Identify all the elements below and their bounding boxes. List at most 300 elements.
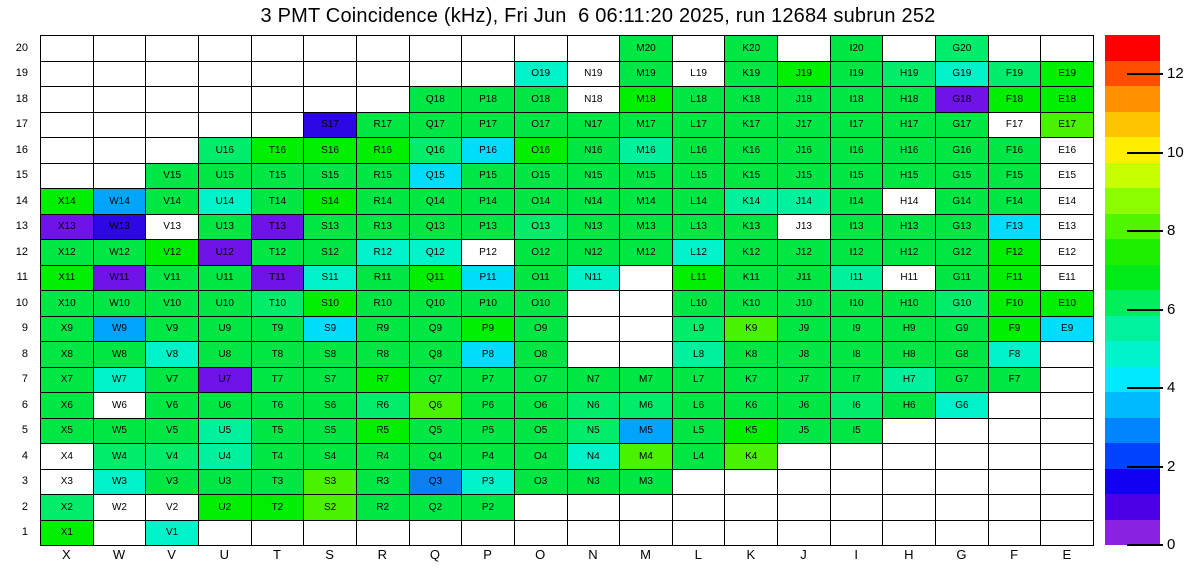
heatmap-cell: G6 [936, 393, 989, 419]
heatmap-cell: P9 [462, 317, 515, 343]
heatmap-cell: I6 [831, 393, 884, 419]
heatmap-cell: M17 [620, 113, 673, 139]
heatmap-cell: O9 [515, 317, 568, 343]
heatmap-cell: R4 [357, 444, 410, 470]
heatmap-cell: N7 [568, 368, 621, 394]
heatmap-cell: E14 [1041, 189, 1094, 215]
heatmap-cell [199, 521, 252, 547]
heatmap-cell: Q16 [410, 138, 463, 164]
heatmap-cell [989, 444, 1042, 470]
heatmap-cell: M19 [620, 62, 673, 88]
heatmap-cell: P6 [462, 393, 515, 419]
heatmap-cell: X3 [41, 470, 94, 496]
heatmap-cell [620, 317, 673, 343]
heatmap-cell: J16 [778, 138, 831, 164]
heatmap-cell: G17 [936, 113, 989, 139]
colorbar-tick [1127, 152, 1163, 154]
heatmap-cell: I8 [831, 342, 884, 368]
col-label: O [535, 547, 546, 562]
heatmap-cell: T16 [252, 138, 305, 164]
heatmap-cell: H19 [883, 62, 936, 88]
heatmap-cell [462, 36, 515, 62]
heatmap-cell: P18 [462, 87, 515, 113]
heatmap-cell: U13 [199, 215, 252, 241]
heatmap-cell: T13 [252, 215, 305, 241]
heatmap-cell [357, 521, 410, 547]
heatmap-cell [304, 62, 357, 88]
col-label: K [746, 547, 756, 562]
heatmap-cell: R13 [357, 215, 410, 241]
heatmap-grid [40, 35, 1094, 546]
heatmap-cell [94, 62, 147, 88]
col-label: Q [429, 547, 440, 562]
heatmap-cell: J11 [778, 266, 831, 292]
heatmap-cell: I20 [831, 36, 884, 62]
heatmap-cell: W8 [94, 342, 147, 368]
heatmap-cell: S11 [304, 266, 357, 292]
heatmap-cell: O15 [515, 164, 568, 190]
heatmap-cell: K19 [725, 62, 778, 88]
row-label: 17 [15, 118, 28, 131]
heatmap-cell [568, 36, 621, 62]
heatmap-cell [989, 521, 1042, 547]
colorbar-tick [1127, 387, 1163, 389]
colorbar [1105, 35, 1160, 545]
heatmap-cell [989, 36, 1042, 62]
colorbar-band [1105, 137, 1160, 163]
heatmap-cell: J19 [778, 62, 831, 88]
heatmap-cell: M4 [620, 444, 673, 470]
heatmap-cell: R11 [357, 266, 410, 292]
heatmap-cell: K7 [725, 368, 778, 394]
heatmap-cell [620, 266, 673, 292]
heatmap-cell [778, 444, 831, 470]
heatmap-cell: F7 [989, 368, 1042, 394]
heatmap-cell: P10 [462, 291, 515, 317]
heatmap-cell: L17 [673, 113, 726, 139]
heatmap-cell: W11 [94, 266, 147, 292]
heatmap-cell: M16 [620, 138, 673, 164]
heatmap-cell [831, 495, 884, 521]
heatmap-cell [883, 470, 936, 496]
heatmap-cell: E18 [1041, 87, 1094, 113]
colorbar-band [1105, 392, 1160, 418]
heatmap-cell: S10 [304, 291, 357, 317]
heatmap-cell: V3 [146, 470, 199, 496]
heatmap-cell: J8 [778, 342, 831, 368]
heatmap-cell: N15 [568, 164, 621, 190]
heatmap-cell: P13 [462, 215, 515, 241]
heatmap-cell: U15 [199, 164, 252, 190]
heatmap-cell: W6 [94, 393, 147, 419]
heatmap-cell [462, 521, 515, 547]
heatmap-cell: R10 [357, 291, 410, 317]
heatmap-cell: M7 [620, 368, 673, 394]
heatmap-cell [883, 419, 936, 445]
heatmap-cell: K4 [725, 444, 778, 470]
colorbar-tick-label: 6 [1167, 300, 1176, 318]
row-label: 18 [15, 92, 28, 105]
heatmap-cell: U11 [199, 266, 252, 292]
heatmap-cell: F13 [989, 215, 1042, 241]
heatmap-cell: K15 [725, 164, 778, 190]
heatmap-cell: L4 [673, 444, 726, 470]
heatmap-cell: I9 [831, 317, 884, 343]
heatmap-cell: V9 [146, 317, 199, 343]
heatmap-cell [357, 36, 410, 62]
heatmap-cell [883, 36, 936, 62]
heatmap-cell: F18 [989, 87, 1042, 113]
row-label: 14 [15, 194, 28, 207]
heatmap-cell: W10 [94, 291, 147, 317]
heatmap-cell [41, 62, 94, 88]
heatmap-cell: L15 [673, 164, 726, 190]
col-label: T [272, 547, 281, 562]
heatmap-cell: P14 [462, 189, 515, 215]
heatmap-cell: I18 [831, 87, 884, 113]
heatmap-cell [1041, 470, 1094, 496]
colorbar-tick [1127, 466, 1163, 468]
heatmap-cell: U14 [199, 189, 252, 215]
heatmap-cell: Q11 [410, 266, 463, 292]
colorbar-band [1105, 316, 1160, 342]
row-label: 20 [15, 41, 28, 54]
heatmap-cell: G14 [936, 189, 989, 215]
heatmap-cell: V7 [146, 368, 199, 394]
col-label: G [956, 547, 967, 562]
heatmap-cell [94, 138, 147, 164]
row-label: 16 [15, 143, 28, 156]
colorbar-tick-label: 8 [1167, 222, 1176, 240]
heatmap-cell [778, 470, 831, 496]
heatmap-cell: K13 [725, 215, 778, 241]
heatmap-cell: T3 [252, 470, 305, 496]
heatmap-cell: L12 [673, 240, 726, 266]
heatmap-cell: P12 [462, 240, 515, 266]
heatmap-cell: K12 [725, 240, 778, 266]
heatmap-cell: H15 [883, 164, 936, 190]
colorbar-tick [1127, 309, 1163, 311]
heatmap-cell: M20 [620, 36, 673, 62]
heatmap-cell: F9 [989, 317, 1042, 343]
heatmap-cell [94, 87, 147, 113]
heatmap-cell: P17 [462, 113, 515, 139]
heatmap-cell: E10 [1041, 291, 1094, 317]
col-label: S [325, 547, 334, 562]
heatmap-cell: X11 [41, 266, 94, 292]
heatmap-cell [1041, 521, 1094, 547]
heatmap-cell: O13 [515, 215, 568, 241]
heatmap-cell: X2 [41, 495, 94, 521]
heatmap-cell: L8 [673, 342, 726, 368]
heatmap-cell: W4 [94, 444, 147, 470]
col-label: E [1062, 547, 1072, 562]
heatmap-cell: R9 [357, 317, 410, 343]
heatmap-cell: I10 [831, 291, 884, 317]
heatmap-cell: R2 [357, 495, 410, 521]
heatmap-cell: T4 [252, 444, 305, 470]
heatmap-cell [620, 495, 673, 521]
heatmap-cell [357, 62, 410, 88]
heatmap-cell: P16 [462, 138, 515, 164]
heatmap-cell: N4 [568, 444, 621, 470]
heatmap-cell [199, 113, 252, 139]
heatmap-cell: H11 [883, 266, 936, 292]
heatmap-cell: O5 [515, 419, 568, 445]
col-label: W [112, 547, 126, 562]
heatmap-cell: E15 [1041, 164, 1094, 190]
heatmap-cell: M6 [620, 393, 673, 419]
heatmap-cell: M5 [620, 419, 673, 445]
heatmap-cell: I13 [831, 215, 884, 241]
heatmap-cell: T12 [252, 240, 305, 266]
heatmap-cell: X10 [41, 291, 94, 317]
heatmap-cell: L19 [673, 62, 726, 88]
heatmap-cell: P4 [462, 444, 515, 470]
heatmap-cell: Q4 [410, 444, 463, 470]
heatmap-cell [989, 495, 1042, 521]
heatmap-cell: J14 [778, 189, 831, 215]
heatmap-cell: H6 [883, 393, 936, 419]
heatmap-cell: G18 [936, 87, 989, 113]
heatmap-cell [673, 470, 726, 496]
heatmap-cell [936, 495, 989, 521]
heatmap-cell: W2 [94, 495, 147, 521]
heatmap-cell: Q2 [410, 495, 463, 521]
heatmap-cell: L14 [673, 189, 726, 215]
heatmap-cell: S12 [304, 240, 357, 266]
heatmap-cell [146, 138, 199, 164]
colorbar-band [1105, 188, 1160, 214]
heatmap-cell: S13 [304, 215, 357, 241]
heatmap-cell: O10 [515, 291, 568, 317]
heatmap-cell: G20 [936, 36, 989, 62]
colorbar-tick [1127, 544, 1163, 546]
col-label: X [61, 547, 71, 562]
heatmap-cell: G10 [936, 291, 989, 317]
heatmap-cell: R7 [357, 368, 410, 394]
heatmap-cell [673, 36, 726, 62]
heatmap-cell: F8 [989, 342, 1042, 368]
colorbar-band [1105, 86, 1160, 112]
heatmap-cell: P8 [462, 342, 515, 368]
heatmap-cell [41, 36, 94, 62]
row-label: 5 [21, 424, 28, 437]
heatmap-cell: W12 [94, 240, 147, 266]
heatmap-cell: L16 [673, 138, 726, 164]
chart-title: 3 PMT Coincidence (kHz), Fri Jun 6 06:11:20 2025, run 12684 subrun 252 [260, 5, 936, 27]
heatmap-cell: R17 [357, 113, 410, 139]
heatmap-cell: L9 [673, 317, 726, 343]
heatmap-cell: F10 [989, 291, 1042, 317]
heatmap-cell: E11 [1041, 266, 1094, 292]
heatmap-cell: K6 [725, 393, 778, 419]
heatmap-cell [831, 521, 884, 547]
heatmap-cell: G16 [936, 138, 989, 164]
heatmap-cell [831, 470, 884, 496]
heatmap-cell: K16 [725, 138, 778, 164]
heatmap-cell [41, 87, 94, 113]
heatmap-cell: O17 [515, 113, 568, 139]
row-label: 2 [21, 500, 28, 513]
colorbar-tick [1127, 73, 1163, 75]
heatmap-cell: G12 [936, 240, 989, 266]
heatmap-cell [1041, 368, 1094, 394]
heatmap-cell [883, 444, 936, 470]
heatmap-cell: S2 [304, 495, 357, 521]
heatmap-cell: N12 [568, 240, 621, 266]
heatmap-cell [883, 495, 936, 521]
heatmap-cell: H14 [883, 189, 936, 215]
heatmap-cell: V11 [146, 266, 199, 292]
heatmap-cell: X1 [41, 521, 94, 547]
heatmap-cell: O12 [515, 240, 568, 266]
heatmap-cell: J18 [778, 87, 831, 113]
heatmap-cell [462, 62, 515, 88]
heatmap-cell [568, 495, 621, 521]
heatmap-cell [1041, 36, 1094, 62]
heatmap-cell: O19 [515, 62, 568, 88]
heatmap-cell: V2 [146, 495, 199, 521]
heatmap-cell: J5 [778, 419, 831, 445]
heatmap-cell: R14 [357, 189, 410, 215]
colorbar-tick-label: 10 [1167, 143, 1184, 161]
heatmap-cell: H18 [883, 87, 936, 113]
heatmap-cell [1041, 393, 1094, 419]
heatmap-cell: H13 [883, 215, 936, 241]
heatmap-cell [304, 36, 357, 62]
heatmap-cell: X5 [41, 419, 94, 445]
colorbar-band [1105, 163, 1160, 189]
colorbar-band [1105, 494, 1160, 520]
heatmap-cell: J17 [778, 113, 831, 139]
heatmap-cell: G7 [936, 368, 989, 394]
heatmap-cell: O4 [515, 444, 568, 470]
heatmap-cell: Q6 [410, 393, 463, 419]
heatmap-cell [620, 521, 673, 547]
heatmap-cell: S16 [304, 138, 357, 164]
heatmap-cell: I14 [831, 189, 884, 215]
heatmap-cell [146, 36, 199, 62]
heatmap-cell: R16 [357, 138, 410, 164]
heatmap-cell: S9 [304, 317, 357, 343]
heatmap-cell: V1 [146, 521, 199, 547]
heatmap-cell: J13 [778, 215, 831, 241]
heatmap-cell [568, 291, 621, 317]
col-label: J [800, 547, 807, 562]
heatmap-cell: F17 [989, 113, 1042, 139]
heatmap-cell [410, 521, 463, 547]
heatmap-cell [515, 495, 568, 521]
heatmap-cell [725, 521, 778, 547]
heatmap-cell: F16 [989, 138, 1042, 164]
heatmap-cell: T8 [252, 342, 305, 368]
heatmap-cell: Q13 [410, 215, 463, 241]
heatmap-cell: P3 [462, 470, 515, 496]
colorbar-band [1105, 214, 1160, 240]
heatmap-cell: T5 [252, 419, 305, 445]
heatmap-cell [936, 470, 989, 496]
heatmap-cell: T15 [252, 164, 305, 190]
heatmap-cell: O18 [515, 87, 568, 113]
heatmap-cell [252, 113, 305, 139]
col-label: L [694, 547, 702, 562]
heatmap-cell: T14 [252, 189, 305, 215]
heatmap-cell: S8 [304, 342, 357, 368]
heatmap-cell [252, 62, 305, 88]
heatmap-cell: H12 [883, 240, 936, 266]
heatmap-cell: S17 [304, 113, 357, 139]
heatmap-cell: Q14 [410, 189, 463, 215]
colorbar-tick-label: 2 [1167, 457, 1176, 475]
heatmap-cell: R5 [357, 419, 410, 445]
heatmap-cell [94, 36, 147, 62]
heatmap-cell: W5 [94, 419, 147, 445]
colorbar-band [1105, 112, 1160, 138]
heatmap-cell: I11 [831, 266, 884, 292]
heatmap-cell [673, 521, 726, 547]
heatmap-cell: N11 [568, 266, 621, 292]
heatmap-cell: N17 [568, 113, 621, 139]
heatmap-cell: K20 [725, 36, 778, 62]
colorbar-band [1105, 239, 1160, 265]
heatmap-cell: P7 [462, 368, 515, 394]
heatmap-cell: P11 [462, 266, 515, 292]
heatmap-cell [410, 36, 463, 62]
heatmap-cell: G13 [936, 215, 989, 241]
heatmap-cell: G11 [936, 266, 989, 292]
row-label: 10 [15, 296, 28, 309]
col-label: V [167, 547, 176, 562]
colorbar-tick-label: 12 [1167, 65, 1184, 83]
heatmap-cell [304, 87, 357, 113]
heatmap-cell: T6 [252, 393, 305, 419]
heatmap-cell: K14 [725, 189, 778, 215]
heatmap-cell: X8 [41, 342, 94, 368]
heatmap-cell [568, 342, 621, 368]
heatmap-cell: U7 [199, 368, 252, 394]
row-label: 13 [15, 220, 28, 233]
heatmap-cell: W3 [94, 470, 147, 496]
heatmap-cell: O14 [515, 189, 568, 215]
heatmap-cell [41, 113, 94, 139]
heatmap-cell [304, 521, 357, 547]
heatmap-cell: L10 [673, 291, 726, 317]
heatmap-cell: I12 [831, 240, 884, 266]
heatmap-cell: P5 [462, 419, 515, 445]
heatmap-cell [778, 495, 831, 521]
heatmap-cell: U3 [199, 470, 252, 496]
heatmap-cell [673, 495, 726, 521]
row-label: 6 [21, 398, 28, 411]
heatmap-cell [199, 62, 252, 88]
row-label: 4 [21, 449, 28, 462]
heatmap-cell: J12 [778, 240, 831, 266]
heatmap-cell: O3 [515, 470, 568, 496]
heatmap-cell: K17 [725, 113, 778, 139]
heatmap-cell: R6 [357, 393, 410, 419]
heatmap-cell: V5 [146, 419, 199, 445]
colorbar-band [1105, 265, 1160, 291]
heatmap-cell [94, 521, 147, 547]
heatmap-cell: V13 [146, 215, 199, 241]
heatmap-cell: N14 [568, 189, 621, 215]
colorbar-band [1105, 341, 1160, 367]
row-label: 1 [21, 526, 28, 539]
col-label: I [854, 547, 858, 562]
heatmap-cell: Q3 [410, 470, 463, 496]
colorbar-tick-label: 4 [1167, 379, 1176, 397]
